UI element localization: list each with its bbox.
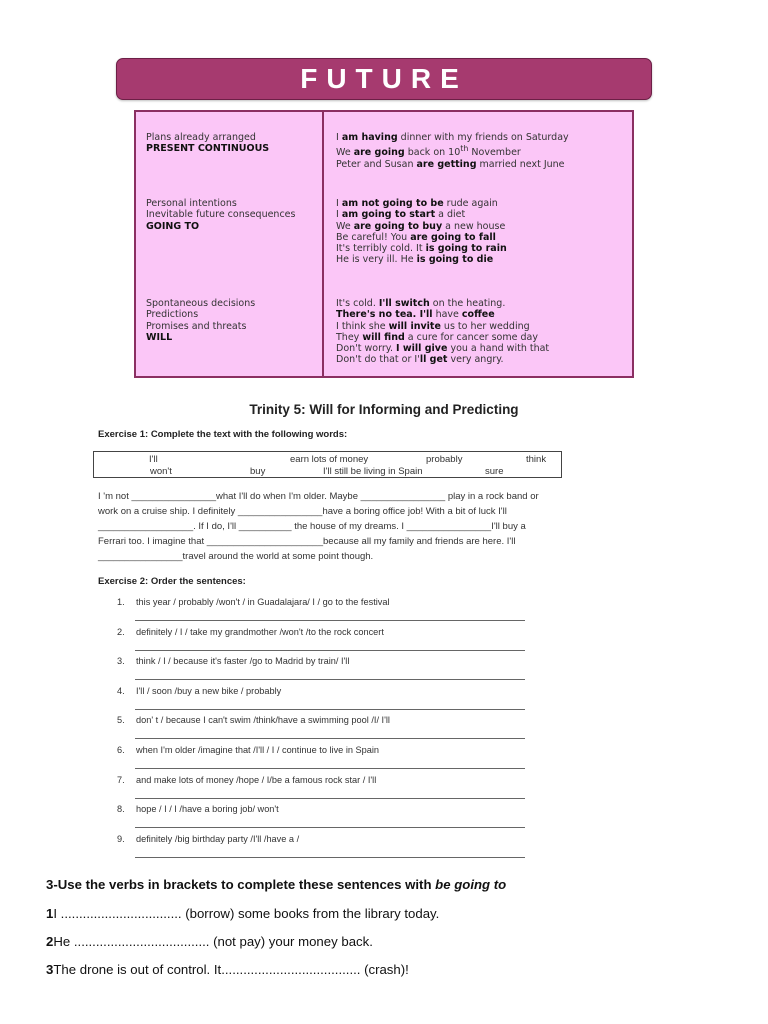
table-divider bbox=[322, 112, 324, 376]
task3-item bbox=[46, 906, 439, 921]
row2-usage-cell bbox=[146, 198, 295, 232]
usage-line: Spontaneous decisions bbox=[146, 298, 256, 309]
order-sentence-item bbox=[117, 804, 279, 814]
order-sentence-item bbox=[117, 627, 384, 637]
example-sentence: They will find a cure for cancer some day bbox=[336, 331, 538, 343]
item-number: 6. bbox=[117, 745, 125, 755]
paragraph-line: Ferrari too. I imagine that ______________________because all my family and friends are here. I'll bbox=[98, 536, 516, 547]
usage-line: Personal intentions bbox=[146, 198, 237, 209]
tense-name: PRESENT CONTINUOUS bbox=[146, 143, 270, 155]
answer-line[interactable] bbox=[135, 738, 525, 739]
example-sentence: We are going back on 10th November bbox=[336, 144, 521, 159]
item-number: 3. bbox=[117, 656, 125, 667]
item-text: definitely / I / take my grandmother /won't /to the rock concert bbox=[136, 626, 384, 637]
row1-examples-cell bbox=[336, 132, 569, 170]
order-sentence-item bbox=[117, 597, 390, 607]
example-sentence: I am having dinner with my friends on Saturday bbox=[336, 132, 569, 143]
row2-examples-cell bbox=[336, 198, 507, 266]
example-sentence: Peter and Susan are getting married next June bbox=[336, 158, 565, 170]
word-bank-item: won't bbox=[150, 466, 172, 477]
title-banner bbox=[116, 58, 652, 100]
exercise1-paragraph bbox=[98, 489, 595, 564]
item-number: 2. bbox=[117, 626, 125, 637]
usage-line: Plans already arranged bbox=[146, 132, 256, 143]
answer-line[interactable] bbox=[135, 827, 525, 828]
item-text: don' t / because I can't swim /think/have a swimming pool /I/ I'll bbox=[136, 715, 390, 726]
answer-line[interactable] bbox=[135, 679, 525, 680]
row1-usage-cell bbox=[146, 132, 269, 155]
example-sentence: I am not going to be rude again bbox=[336, 198, 498, 209]
row3-examples-cell bbox=[336, 298, 549, 366]
task3-title-text: 3-Use the verbs in brackets to complete these sentences with bbox=[46, 877, 436, 892]
usage-line: Promises and threats bbox=[146, 320, 247, 332]
answer-line[interactable] bbox=[135, 768, 525, 769]
item-number: 5. bbox=[117, 715, 125, 726]
example-sentence: I am going to start a diet bbox=[336, 209, 466, 221]
answer-line[interactable] bbox=[135, 798, 525, 799]
answer-line[interactable] bbox=[135, 650, 525, 651]
task3-title-italic: be going to bbox=[435, 877, 507, 892]
grammar-table bbox=[134, 110, 634, 378]
example-sentence: Be careful! You are going to fall bbox=[336, 231, 496, 243]
word-bank-item: I'll still be living in Spain bbox=[323, 466, 423, 477]
task3-item bbox=[46, 934, 373, 949]
example-sentence: Don't do that or I'll get very angry. bbox=[336, 354, 504, 366]
item-text: hope / I / I /have a boring job/ won't bbox=[136, 804, 279, 815]
order-sentence-item bbox=[117, 834, 299, 844]
order-sentence-item bbox=[117, 745, 379, 755]
word-bank-box bbox=[93, 451, 562, 478]
example-sentence: There's no tea. I'll have coffee bbox=[336, 309, 495, 321]
item-text: He ..................................... (not pay) your money back. bbox=[53, 934, 373, 949]
paragraph-line: ________________travel around the world at some point though. bbox=[98, 551, 374, 562]
item-number: 2 bbox=[46, 934, 54, 949]
item-number: 3 bbox=[46, 962, 54, 977]
example-sentence: He is very ill. He is going to die bbox=[336, 254, 494, 266]
word-bank-item: probably bbox=[426, 454, 463, 465]
tense-name: GOING TO bbox=[146, 220, 200, 232]
paragraph-line: __________________. If I do, I'll __________ the house of my dreams. I ________________I'll buy a bbox=[98, 521, 526, 532]
order-sentence-item bbox=[117, 686, 281, 696]
item-number: 1 bbox=[46, 906, 54, 921]
order-sentence-item bbox=[117, 715, 390, 725]
word-bank-item: sure bbox=[485, 466, 504, 477]
item-text: The drone is out of control. It...................................... (crash)! bbox=[53, 962, 409, 977]
example-sentence: We are going to buy a new house bbox=[336, 220, 506, 232]
task3-item bbox=[46, 962, 409, 977]
answer-line[interactable] bbox=[135, 709, 525, 710]
example-sentence: It's cold. I'll switch on the heating. bbox=[336, 298, 506, 309]
item-text: I'll / soon /buy a new bike / probably bbox=[136, 685, 282, 696]
example-sentence: Don't worry. I will give you a hand with that bbox=[336, 343, 550, 355]
item-number: 1. bbox=[117, 597, 125, 607]
word-bank-item: buy bbox=[250, 466, 266, 477]
usage-line: Predictions bbox=[146, 309, 199, 321]
example-sentence: It's terribly cold. It is going to rain bbox=[336, 243, 507, 255]
paragraph-line: I 'm not ________________what I'll do when I'm older. Maybe ________________ play in a rock band or bbox=[98, 491, 539, 502]
row3-usage-cell bbox=[146, 298, 255, 343]
answer-line[interactable] bbox=[135, 620, 525, 621]
item-number: 4. bbox=[117, 685, 125, 696]
word-bank-item: earn lots of money bbox=[290, 454, 369, 465]
task3-title bbox=[46, 877, 506, 892]
item-number: 9. bbox=[117, 833, 125, 844]
item-number: 7. bbox=[117, 774, 125, 785]
item-text: definitely /big birthday party /I'll /have a / bbox=[136, 833, 300, 844]
item-text: this year / probably /won't / in Guadalajara/ I / go to the festival bbox=[136, 597, 390, 607]
paragraph-line: work on a cruise ship. I definitely ________________have a boring office job! With a bit of luck I'll bbox=[98, 506, 507, 517]
example-sentence: I think she will invite us to her wedding bbox=[336, 320, 530, 332]
item-text: when I'm older /imagine that /I'll / I / continue to live in Spain bbox=[136, 745, 380, 755]
usage-line: Inevitable future consequences bbox=[146, 209, 296, 221]
exercise1-title: Exercise 1: Complete the text with the following words: bbox=[98, 429, 348, 440]
tense-name: WILL bbox=[146, 331, 173, 343]
exercise2-title: Exercise 2: Order the sentences: bbox=[98, 576, 246, 587]
item-number: 8. bbox=[117, 804, 125, 815]
page-title: FUTURE bbox=[300, 63, 468, 94]
answer-line[interactable] bbox=[135, 857, 525, 858]
word-bank-item: I'll bbox=[149, 454, 158, 465]
item-text: think / I / because it's faster /go to Madrid by train/ I'll bbox=[136, 656, 350, 667]
order-sentence-item bbox=[117, 775, 376, 785]
item-text: and make lots of money /hope / I/be a famous rock star / I'll bbox=[136, 774, 377, 785]
section-heading: Trinity 5: Will for Informing and Predicting bbox=[249, 402, 519, 417]
word-bank-item: think bbox=[526, 454, 547, 465]
order-sentence-item bbox=[117, 656, 349, 666]
item-text: I ................................. (borrow) some books from the library today. bbox=[53, 906, 440, 921]
